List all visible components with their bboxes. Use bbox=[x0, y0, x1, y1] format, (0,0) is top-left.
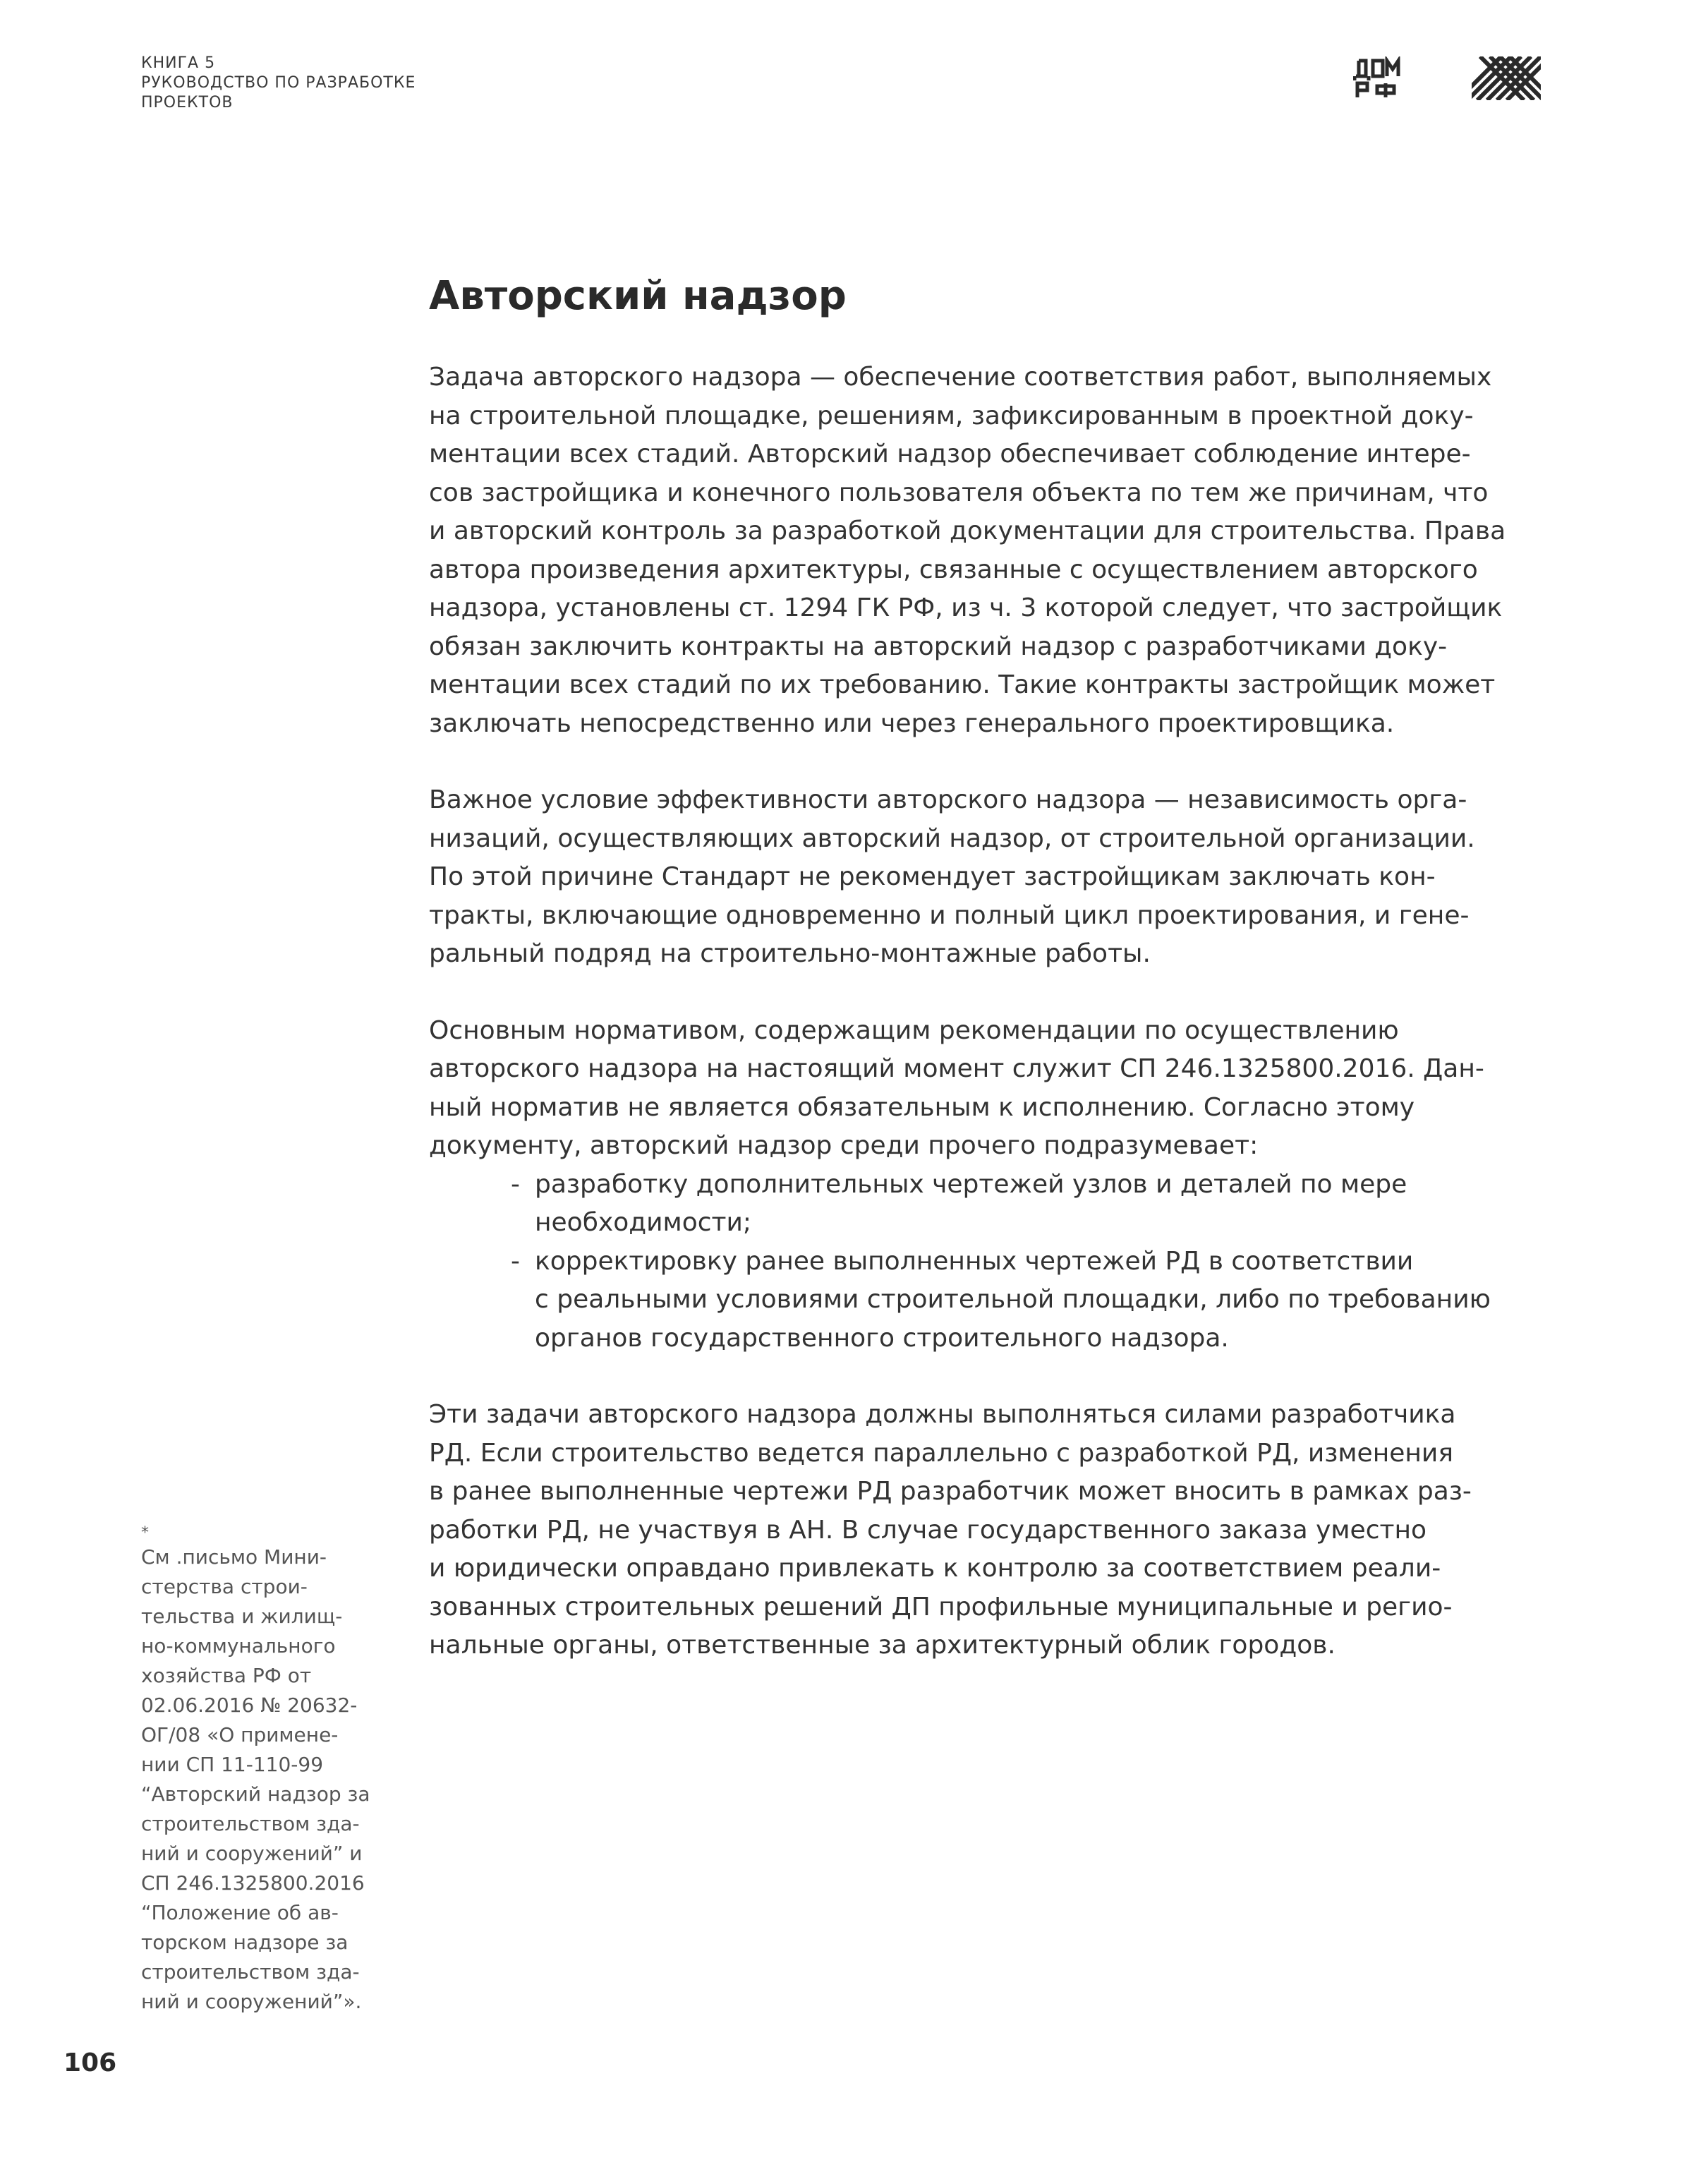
footnote-line: ний и сооружений” и bbox=[141, 1842, 363, 1865]
paragraph-2 bbox=[429, 781, 1544, 974]
bullet-list bbox=[429, 1166, 1544, 1358]
main-text bbox=[429, 358, 1544, 1703]
page-number: 106 bbox=[63, 2048, 117, 2077]
text-line: в ранее выполненные чертежи РД разработчик может вносить в рамках раз- bbox=[429, 1477, 1472, 1506]
text-line: низаций, осуществляющих авторский надзор, от строительной организации. bbox=[429, 823, 1475, 853]
footnote-line: хозяйства РФ от bbox=[141, 1664, 312, 1687]
text-line: на строительной площадке, решениям, зафиксированным в проектной доку- bbox=[429, 401, 1474, 430]
text-line: авторского надзора на настоящий момент служит СП 246.1325800.2016. Дан- bbox=[429, 1054, 1484, 1083]
text-line: сов застройщика и конечного пользователя объекта по тем же причинам, что bbox=[429, 478, 1489, 507]
text-line: автора произведения архитектуры, связанные с осуществлением авторского bbox=[429, 555, 1478, 584]
text-line: ральный подряд на строительно-монтажные работы. bbox=[429, 939, 1151, 968]
list-dash: - bbox=[511, 1246, 520, 1276]
header-line: ПРОЕКТОВ bbox=[141, 94, 234, 111]
text-line: необходимости; bbox=[535, 1208, 752, 1237]
running-header bbox=[141, 54, 416, 113]
header-line: КНИГА 5 bbox=[141, 54, 216, 72]
footnote-line: строительством зда- bbox=[141, 1812, 360, 1835]
footnote-line: тельства и жилищ- bbox=[141, 1605, 343, 1628]
text-line: Основным нормативом, содержащим рекомендации по осуществлению bbox=[429, 1015, 1399, 1045]
text-line: нальные органы, ответственные за архитектурный облик городов. bbox=[429, 1631, 1335, 1660]
list-item bbox=[429, 1166, 1544, 1243]
list-item bbox=[429, 1243, 1544, 1358]
footnote-line: нии СП 11-110-99 bbox=[141, 1753, 324, 1776]
domrf-logo-icon bbox=[1353, 56, 1405, 99]
list-dash: - bbox=[511, 1169, 520, 1199]
header-line: РУКОВОДСТВО ПО РАЗРАБОТКЕ bbox=[141, 74, 416, 92]
footnote-line: “Положение об ав- bbox=[141, 1901, 339, 1924]
text-line: РД. Если строительство ведется параллельно с разработкой РД, изменения bbox=[429, 1438, 1453, 1468]
text-line: ментации всех стадий. Авторский надзор обеспечивает соблюдение интере- bbox=[429, 440, 1471, 469]
paragraph-1 bbox=[429, 358, 1544, 743]
text-line: По этой причине Стандарт не рекомендует застройщикам заключать кон- bbox=[429, 862, 1436, 891]
text-line: Важное условие эффективности авторского надзора — независимость орга- bbox=[429, 785, 1467, 814]
footnote-line: СП 246.1325800.2016 bbox=[141, 1871, 365, 1895]
text-line: Эти задачи авторского надзора должны выполняться силами разработчика bbox=[429, 1400, 1456, 1429]
footnote-line: 02.06.2016 № 20632- bbox=[141, 1694, 358, 1717]
text-line: Задача авторского надзора — обеспечение соответствия работ, выполняемых bbox=[429, 363, 1492, 392]
text-line: работки РД, не участвуя в АН. В случае государственного заказа уместно bbox=[429, 1515, 1427, 1545]
footnote-line: стерства строи- bbox=[141, 1575, 308, 1598]
footnote-line: “Авторский надзор за bbox=[141, 1782, 370, 1806]
paragraph-3 bbox=[429, 1012, 1544, 1166]
page-title: Авторский надзор bbox=[429, 273, 847, 319]
text-line: надзора, установлены ст. 1294 ГК РФ, из ч. 3 которой следует, что застройщик bbox=[429, 593, 1503, 622]
footnote-line: строительством зда- bbox=[141, 1960, 360, 1984]
text-line: органов государственного строительного надзора. bbox=[535, 1323, 1229, 1353]
footnote-mark: * bbox=[141, 1524, 149, 1542]
text-line: зованных строительных решений ДП профильные муниципальные и регио- bbox=[429, 1592, 1453, 1622]
text-line: документу, авторский надзор среди прочего подразумевает: bbox=[429, 1131, 1259, 1160]
paragraph-4 bbox=[429, 1396, 1544, 1665]
footnote-line: ний и сооружений”». bbox=[141, 1990, 362, 2013]
text-line: разработку дополнительных чертежей узлов и деталей по мере bbox=[535, 1169, 1407, 1199]
footnote-line: торском надзоре за bbox=[141, 1931, 349, 1954]
text-line: корректировку ранее выполненных чертежей РД в соответствии bbox=[535, 1246, 1414, 1276]
text-line: тракты, включающие одновременно и полный цикл проектирования, и гене- bbox=[429, 900, 1470, 930]
text-line: с реальными условиями строительной площадки, либо по требованию bbox=[535, 1285, 1491, 1314]
text-line: заключать непосредственно или через генерального проектировщика. bbox=[429, 708, 1395, 738]
footnote-line: См .письмо Мини- bbox=[141, 1545, 327, 1569]
text-line: ментации всех стадий по их требованию. Такие контракты застройщик может bbox=[429, 670, 1496, 699]
text-line: и авторский контроль за разработкой документации для строительства. Права bbox=[429, 517, 1506, 545]
hatch-logo-icon bbox=[1472, 56, 1541, 100]
footnote-line: но-коммунального bbox=[141, 1634, 336, 1658]
text-line: ный норматив не является обязательным к исполнению. Согласно этому bbox=[429, 1092, 1415, 1122]
sidenote-footnote bbox=[141, 1524, 402, 2017]
footnote-line: ОГ/08 «О примене- bbox=[141, 1723, 339, 1746]
text-line: и юридически оправдано привлекать к контролю за соответствием реали- bbox=[429, 1554, 1441, 1583]
text-line: обязан заключить контракты на авторский надзор с разработчиками доку- bbox=[429, 632, 1448, 661]
